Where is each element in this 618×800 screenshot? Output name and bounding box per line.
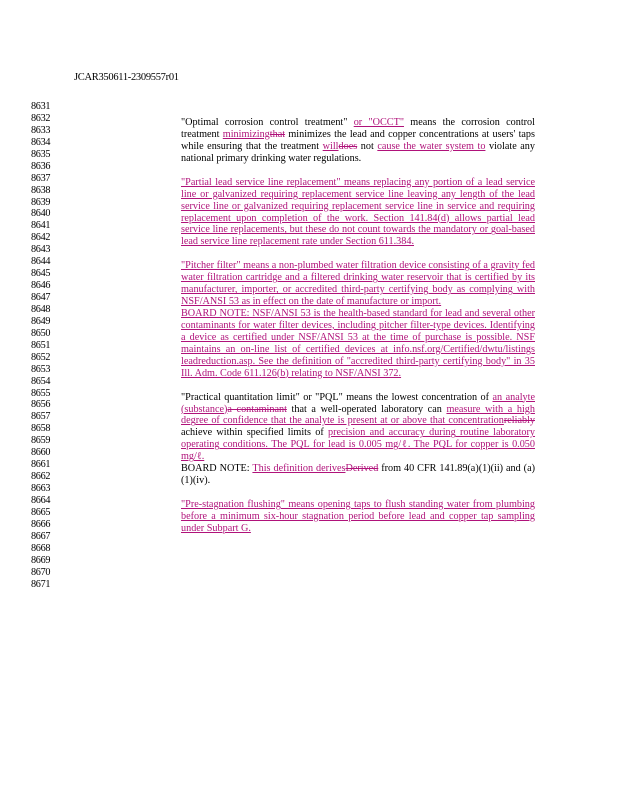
definition-pre-stagnation-flushing <box>181 499 535 535</box>
inserted-text: precision and accuracy during routine laboratory operating conditions. The PQL for lead is 0.005 mg/ℓ. The PQL for copper is 0.050 mg/ℓ. <box>181 427 536 463</box>
line-number: 8632 <box>31 112 51 124</box>
line-number: 8641 <box>31 220 51 232</box>
line-number: 8651 <box>31 339 51 351</box>
line-number: 8669 <box>31 554 51 566</box>
deleted-text: does <box>338 140 358 152</box>
text-segment: from 40 CFR 141.89(a)(1)(ii) and (a)(1)(iv). <box>181 463 535 487</box>
line-number: 8633 <box>31 124 51 136</box>
line-number: 8670 <box>31 566 51 578</box>
line-number: 8645 <box>31 268 51 280</box>
line-number: 8649 <box>31 315 51 327</box>
line-number: 8655 <box>31 387 51 399</box>
inserted-text: or "OCCT" <box>353 117 404 128</box>
line-number: 8631 <box>31 101 51 112</box>
definition-pql <box>181 392 535 488</box>
line-number: 8659 <box>31 435 51 447</box>
line-number: 8658 <box>31 423 51 435</box>
definition-occt <box>181 117 535 165</box>
line-number-column <box>31 101 50 590</box>
deleted-text: a contaminant <box>227 403 287 415</box>
inserted-text: "Pitcher filter" means a non-plumbed water filtration device consisting of a gravity fed water filtration cartridge and a filtered drinking water reservoir that is certified by its manufacturer, importer, or accredited third-party certifying body as complying with NSF/ANSI 53 as in effect on the date of manufacture or import. <box>181 260 535 308</box>
definition-partial-lsl-replacement <box>181 177 535 249</box>
inserted-text: "Partial lead service line replacement" means replacing any portion of a lead service line or galvanized requiring replacement service line leaving any length of the lead service line or galvanized requiring replacement service line in service and requiring replacement upon completion of the work. Section 141.84(d) allows partial lead service line replacements, but these do not count towards the mandatory or goal-based lead service line replacement rate under Section 611.384. <box>181 176 535 248</box>
text-segment: that a well-operated laboratory can <box>286 403 447 415</box>
inserted-text: an analyte (substance) <box>181 391 535 415</box>
line-number: 8634 <box>31 136 51 148</box>
line-number: 8644 <box>31 256 51 268</box>
inserted-text: cause the water system to <box>377 140 486 152</box>
line-number: 8666 <box>31 518 51 530</box>
text-segment: "Optimal corrosion control treatment" <box>181 117 354 128</box>
line-number: 8663 <box>31 483 51 494</box>
line-number: 8661 <box>31 459 51 471</box>
line-number: 8640 <box>31 208 51 220</box>
line-number: 8671 <box>31 578 51 590</box>
inserted-text: "Pre-stagnation flushing" means opening taps to flush standing water from plumbing before a minimum six-hour stagnation period before lead and copper tap sampling under Subpart G. <box>181 499 535 534</box>
line-number: 8662 <box>31 471 51 483</box>
line-number: 8642 <box>31 232 51 244</box>
line-number: 8639 <box>31 196 51 208</box>
line-number: 8643 <box>31 244 51 256</box>
text-segment: "Practical quantitation limit" or "PQL" means the lowest concentration of <box>181 391 493 403</box>
line-number: 8653 <box>31 363 51 375</box>
line-number: 8660 <box>31 447 51 459</box>
line-number: 8668 <box>31 542 51 554</box>
line-number: 8647 <box>31 292 51 303</box>
text-segment: minimizes the lead and copper concentrations at users' taps while ensuring that the treatment <box>181 128 535 152</box>
line-number: 8654 <box>31 375 51 387</box>
line-number: 8656 <box>31 399 51 411</box>
line-number: 8636 <box>31 160 51 172</box>
inserted-text: will <box>322 140 339 152</box>
deleted-text: Derived <box>345 463 379 475</box>
line-number: 8652 <box>31 351 51 363</box>
text-segment: not <box>357 140 378 152</box>
page-body <box>181 117 535 547</box>
definition-pitcher-filter <box>181 260 535 379</box>
line-number: 8650 <box>31 327 51 339</box>
inserted-text: minimizing <box>222 128 270 140</box>
line-number: 8646 <box>31 280 51 292</box>
text-segment: means the corrosion control treatment <box>181 117 535 140</box>
text-segment: BOARD NOTE: <box>181 463 253 475</box>
line-number: 8657 <box>31 411 51 423</box>
line-number: 8664 <box>31 494 51 506</box>
line-number: 8665 <box>31 506 51 518</box>
line-number: 8648 <box>31 303 51 315</box>
line-number: 8637 <box>31 172 51 184</box>
text-segment: violate any national primary drinking water regulations. <box>181 140 535 164</box>
inserted-text: measure with a high degree of confidence that the analyte is present at or above that concentration <box>181 403 535 427</box>
document-id: JCAR350611-2309557r01 <box>74 72 179 83</box>
inserted-text: BOARD NOTE: NSF/ANSI 53 is the health-based standard for lead and several other contaminants for water filter devices, including pitcher filter-type devices. Identifying a device as certified under NSF/ANSI 53 at the time of purchase is possible. NSF maintains an on-line list of certified devices at info.nsf.org/Certified/dwtu/listings leadreduction.asp. See the definition of "accredited third-party certifying body" in 35 Ill. Adm. Code 611.126(b) relating to NSF/ANSI 372. <box>181 308 535 379</box>
deleted-text: reliably <box>503 415 535 427</box>
inserted-text: This definition derives <box>252 463 346 475</box>
line-number: 8638 <box>31 184 51 196</box>
line-number: 8635 <box>31 148 51 160</box>
text-segment: achieve within specified limits of <box>181 427 329 439</box>
deleted-text: that <box>269 128 286 140</box>
line-number: 8667 <box>31 530 51 542</box>
